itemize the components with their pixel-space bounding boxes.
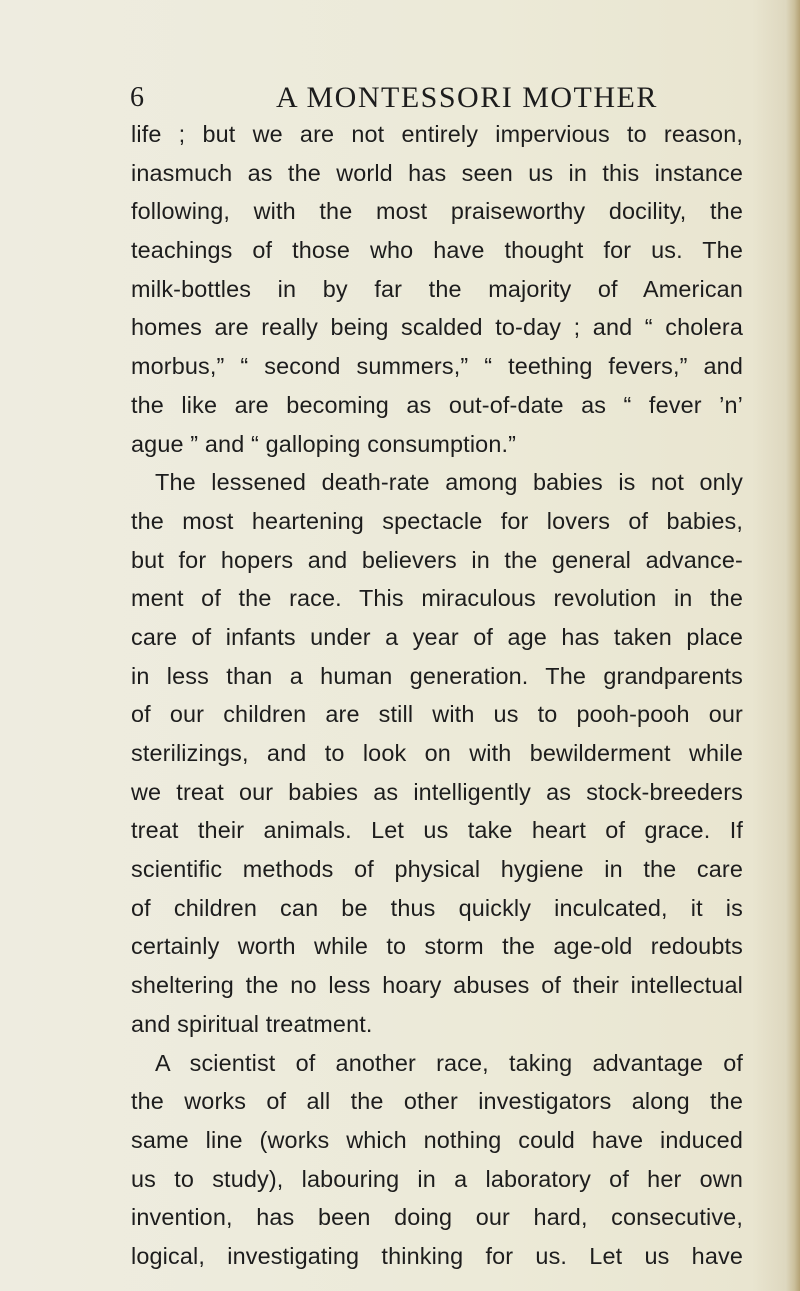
text-line: the most heartening spectacle for lovers of babies,	[131, 507, 743, 534]
text-line: certainly worth while to storm the age-old redoubts	[131, 933, 743, 960]
page-header	[130, 80, 730, 120]
text-line: milk-bottles in by far the majority of American	[131, 275, 743, 302]
text-line: sterilizings, and to look on with bewilderment while	[131, 740, 743, 766]
text-line: inasmuch as the world has seen us in this instance	[131, 159, 743, 186]
text-line: of our children are still with us to pooh-pooh our	[131, 701, 743, 728]
body-text	[131, 115, 743, 1276]
page-edge-shadow	[786, 0, 800, 1291]
text-line: and spiritual treatment.	[131, 1010, 373, 1037]
running-title: A MONTESSORI MOTHER	[276, 81, 658, 114]
text-line: in less than a human generation. The grandparents	[131, 662, 743, 689]
text-line: the like are becoming as out-of-date as “ fever ’n’	[131, 391, 743, 418]
text-line: we treat our babies as intelligently as stock-breeders	[131, 778, 743, 805]
page-number: 6	[130, 82, 144, 113]
text-line: ague ” and “ galloping consumption.”	[131, 430, 517, 457]
text-line: morbus,” “ second summers,” “ teething fevers,” and	[131, 353, 743, 380]
text-line: us to study), labouring in a laboratory of her own	[131, 1165, 743, 1192]
text-line: logical, investigating thinking for us. Let us have	[131, 1242, 743, 1269]
text-line: treat their animals. Let us take heart of grace. If	[131, 817, 743, 844]
text-line: sheltering the no less hoary abuses of their intellectual	[131, 972, 743, 999]
text-line: invention, has been doing our hard, consecutive,	[131, 1204, 743, 1231]
text-line: of children can be thus quickly inculcated, it is	[131, 894, 743, 921]
text-line: scientific methods of physical hygiene in the care	[131, 856, 743, 883]
text-line: same line (works which nothing could have induced	[131, 1126, 743, 1153]
text-line: care of infants under a year of age has taken place	[131, 623, 743, 650]
text-line: following, with the most praiseworthy docility, the	[131, 198, 743, 225]
text-line: teachings of those who have thought for us. The	[131, 237, 743, 264]
text-line: but for hopers and believers in the general advance-	[131, 546, 743, 573]
text-line: A scientist of another race, taking advantage of	[155, 1049, 743, 1076]
text-line: life ; but we are not entirely impervious to reason,	[131, 121, 743, 147]
text-line: The lessened death-rate among babies is not only	[155, 469, 743, 496]
text-line: the works of all the other investigators along the	[131, 1088, 743, 1115]
text-line: homes are really being scalded to-day ; and “ cholera	[131, 314, 743, 341]
text-line: ment of the race. This miraculous revolution in the	[131, 585, 743, 612]
